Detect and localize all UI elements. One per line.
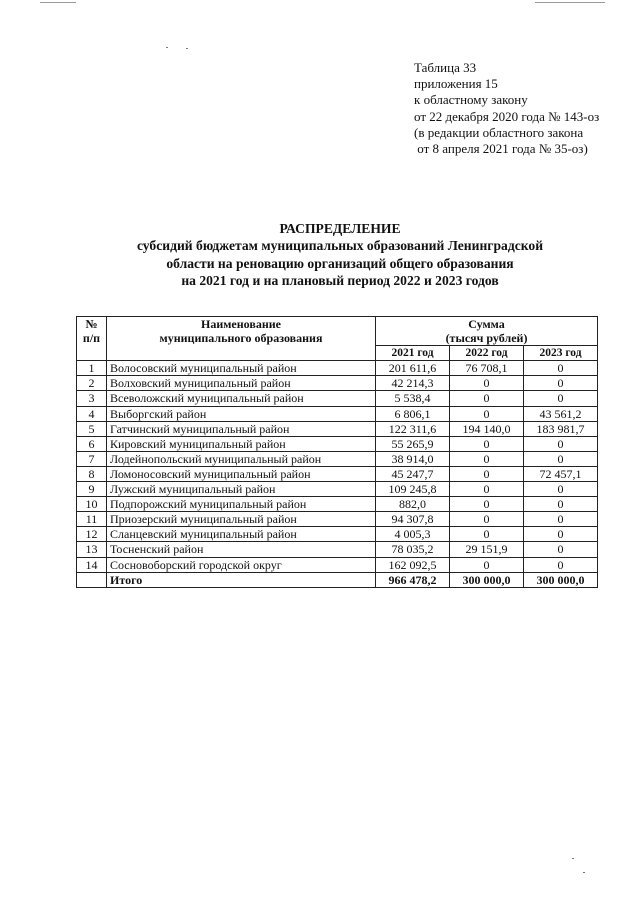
total-2021: 966 478,2 <box>376 572 450 587</box>
municipality-name: Всеволожский муниципальный район <box>107 391 376 406</box>
title-line: РАСПРЕДЕЛЕНИЕ <box>279 221 401 236</box>
municipality-name: Сланцевский муниципальный район <box>107 527 376 542</box>
row-number: 4 <box>77 406 107 421</box>
title-line: субсидий бюджетам муниципальных образований Ленинградской <box>136 238 544 254</box>
table-total-row <box>77 572 598 587</box>
row-number: 6 <box>77 436 107 451</box>
value-2023: 0 <box>524 527 598 542</box>
value-2023: 0 <box>524 512 598 527</box>
value-2021: 38 914,0 <box>376 451 450 466</box>
value-2022: 0 <box>450 512 524 527</box>
value-2023: 183 981,7 <box>524 421 598 436</box>
value-2023: 0 <box>524 361 598 376</box>
header-number: № п/п <box>77 317 107 361</box>
annex-line: Таблица 33 <box>414 60 477 75</box>
municipality-name: Волховский муниципальный район <box>107 376 376 391</box>
table-header-row <box>77 317 598 346</box>
row-number: 12 <box>77 527 107 542</box>
annex-line: (в редакции областного закона <box>414 124 584 140</box>
total-2022: 300 000,0 <box>450 572 524 587</box>
value-2023: 43 561,2 <box>524 406 598 421</box>
value-2021: 109 245,8 <box>376 482 450 497</box>
value-2023: 0 <box>524 542 598 557</box>
table-body <box>77 361 598 587</box>
table-row <box>77 527 598 542</box>
municipality-name: Выборгский район <box>107 406 376 421</box>
municipality-name: Лодейнопольский муниципальный район <box>107 451 376 466</box>
value-2023: 0 <box>524 557 598 572</box>
value-2022: 0 <box>450 557 524 572</box>
value-2021: 162 092,5 <box>376 557 450 572</box>
table-row <box>77 482 598 497</box>
annex-line: к областному закону <box>414 92 528 108</box>
value-2021: 42 214,3 <box>376 376 450 391</box>
row-number: 1 <box>77 361 107 376</box>
row-number: 7 <box>77 451 107 466</box>
value-2023: 72 457,1 <box>524 466 598 481</box>
value-2022: 76 708,1 <box>450 361 524 376</box>
scan-speck <box>583 872 585 873</box>
annex-line: приложения 15 <box>414 76 498 92</box>
value-2022: 0 <box>450 466 524 481</box>
row-number: 5 <box>77 421 107 436</box>
value-2022: 0 <box>450 482 524 497</box>
value-2021: 6 806,1 <box>376 406 450 421</box>
value-2021: 201 611,6 <box>376 361 450 376</box>
distribution-table <box>76 316 598 588</box>
value-2021: 94 307,8 <box>376 512 450 527</box>
municipality-name: Ломоносовский муниципальный район <box>107 466 376 481</box>
value-2023: 0 <box>524 451 598 466</box>
municipality-name: Лужский муниципальный район <box>107 482 376 497</box>
value-2021: 4 005,3 <box>376 527 450 542</box>
header-year: 2022 год <box>450 346 524 361</box>
document-title <box>70 220 610 290</box>
municipality-name: Гатчинский муниципальный район <box>107 421 376 436</box>
municipality-name: Подпорожский муниципальный район <box>107 497 376 512</box>
value-2021: 78 035,2 <box>376 542 450 557</box>
total-label: Итого <box>107 572 376 587</box>
value-2022: 0 <box>450 451 524 466</box>
value-2022: 0 <box>450 436 524 451</box>
value-2022: 0 <box>450 497 524 512</box>
scan-artifact-line <box>40 2 76 3</box>
table-row <box>77 542 598 557</box>
table-row <box>77 436 598 451</box>
municipality-name: Кировский муниципальный район <box>107 436 376 451</box>
annex-line: от 22 декабря 2020 года № 143-оз <box>414 108 600 124</box>
header-year: 2023 год <box>524 346 598 361</box>
value-2022: 0 <box>450 406 524 421</box>
title-line: области на реновацию организаций общего образования <box>166 255 514 271</box>
value-2022: 29 151,9 <box>450 542 524 557</box>
row-number: 13 <box>77 542 107 557</box>
municipality-name: Тосненский район <box>107 542 376 557</box>
table-row <box>77 391 598 406</box>
municipality-name: Приозерский муниципальный район <box>107 512 376 527</box>
scan-speck <box>166 47 168 48</box>
value-2023: 0 <box>524 482 598 497</box>
row-number: 2 <box>77 376 107 391</box>
table-row <box>77 497 598 512</box>
value-2023: 0 <box>524 497 598 512</box>
header-sum: Сумма (тысяч рублей) <box>376 317 598 346</box>
table-row <box>77 406 598 421</box>
value-2021: 122 311,6 <box>376 421 450 436</box>
row-number: 10 <box>77 497 107 512</box>
value-2021: 882,0 <box>376 497 450 512</box>
table-row <box>77 376 598 391</box>
table-row <box>77 512 598 527</box>
table-row <box>77 466 598 481</box>
value-2022: 0 <box>450 376 524 391</box>
table-row <box>77 557 598 572</box>
value-2023: 0 <box>524 436 598 451</box>
row-number: 9 <box>77 482 107 497</box>
header-year: 2021 год <box>376 346 450 361</box>
table-row <box>77 361 598 376</box>
row-number: 11 <box>77 512 107 527</box>
value-2021: 45 247,7 <box>376 466 450 481</box>
municipality-name: Сосновоборский городской округ <box>107 557 376 572</box>
total-number-cell <box>77 572 107 587</box>
row-number: 3 <box>77 391 107 406</box>
value-2023: 0 <box>524 391 598 406</box>
scan-artifact-line <box>535 2 605 3</box>
municipality-name: Волосовский муниципальный район <box>107 361 376 376</box>
value-2023: 0 <box>524 376 598 391</box>
value-2021: 5 538,4 <box>376 391 450 406</box>
table-row <box>77 421 598 436</box>
annex-reference <box>414 60 624 157</box>
row-number: 14 <box>77 557 107 572</box>
annex-line: от 8 апреля 2021 года № 35-оз) <box>414 141 588 157</box>
scan-speck <box>572 858 574 859</box>
value-2022: 0 <box>450 527 524 542</box>
row-number: 8 <box>77 466 107 481</box>
value-2021: 55 265,9 <box>376 436 450 451</box>
scan-speck <box>186 48 188 49</box>
value-2022: 194 140,0 <box>450 421 524 436</box>
value-2022: 0 <box>450 391 524 406</box>
header-name: Наименование муниципального образования <box>107 317 376 361</box>
title-line: на 2021 год и на плановый период 2022 и 2023 годов <box>181 273 499 289</box>
table-row <box>77 451 598 466</box>
total-2023: 300 000,0 <box>524 572 598 587</box>
